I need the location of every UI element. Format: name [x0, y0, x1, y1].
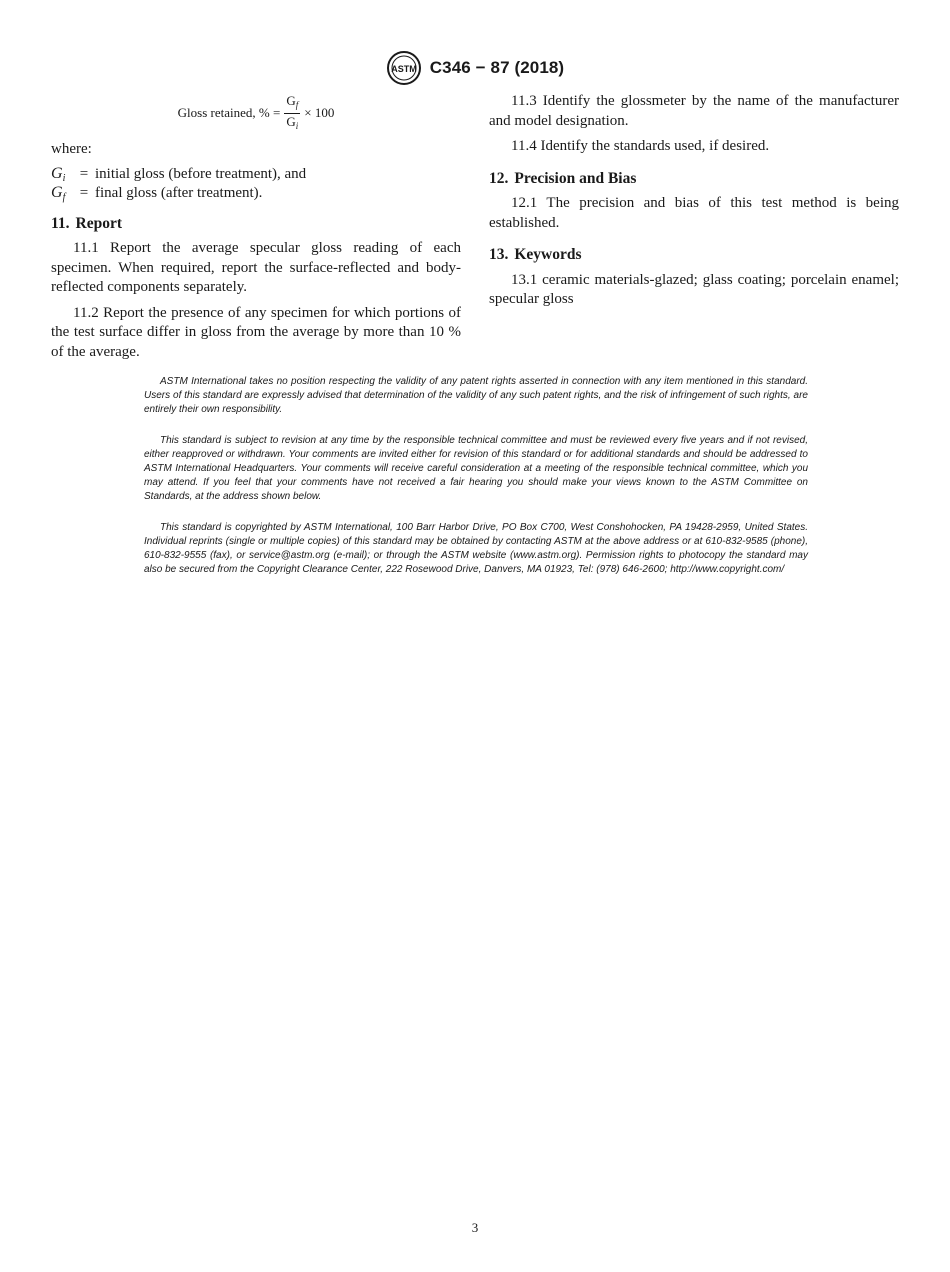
- revision-notice: This standard is subject to revision at any time by the responsible technical committee and must be reviewed every five years and if not revised, either reapproved or withdrawn. Your comments are invited either for revision of this standard or for additional standards and should be addressed to ASTM International Headquarters. Your comments will receive careful consideration at a meeting of the responsible technical committee, which you may attend. If you feel that your comments have not received a fair hearing you should make your views known to the ASTM Committee on Standards, at the address shown below.: [144, 435, 808, 502]
- definition-equals: =: [79, 165, 89, 182]
- page-header: [0, 50, 950, 86]
- definitions-list: [51, 164, 461, 202]
- standard-designation: C346 − 87 (2018): [429, 58, 565, 77]
- formula-lhs: Gloss retained, % =: [177, 105, 281, 121]
- legal-notices: [144, 375, 808, 595]
- section-heading-precision: 12. Precision and Bias: [489, 169, 637, 187]
- paragraph-11-4: 11.4 Identify the standards used, if desired.: [511, 138, 770, 154]
- section-heading-report: 11. Report: [51, 214, 123, 232]
- definition-row: [51, 183, 461, 202]
- definition-symbol: $G_f$: [51, 183, 66, 203]
- formula-denominator: $G_i$: [286, 113, 299, 131]
- paragraph-12-1: 12.1 The precision and bias of this test method is being established.: [489, 195, 899, 231]
- where-label: where:: [51, 141, 92, 157]
- definition-text: initial gloss (before treatment), and: [95, 165, 307, 182]
- gloss-formula: [51, 92, 461, 134]
- left-column: [51, 92, 461, 368]
- formula-numerator: $G_f$: [284, 93, 300, 114]
- copyright-notice: This standard is copyrighted by ASTM International, 100 Barr Harbor Drive, PO Box C700, West Conshohocken, PA 19428-2959, United States. Individual reprints (single or multiple copies) of this standard may be obtained by contacting ASTM at the above address or at 610-832-9585 (phone), 610-832-9555 (fax), or service@astm.org (e-mail); or through the ASTM website (www.astm.org). Permission rights to photocopy the standard may also be secured from the Copyright Clearance Center, 222 Rosewood Drive, Danvers, MA 01923, Tel: (978) 646-2600; http://www.copyright.com/: [144, 522, 808, 575]
- definition-text: final gloss (after treatment).: [95, 184, 263, 201]
- formula-rhs: × 100: [304, 105, 335, 121]
- paragraph-13-1: 13.1 ceramic materials-glazed; glass coating; porcelain enamel; specular gloss: [489, 271, 899, 307]
- paragraph-11-2: 11.2 Report the presence of any specimen for which portions of the test surface differ in gloss from the average by more than 10 % of the average.: [51, 304, 461, 360]
- astm-logo-icon: [386, 50, 422, 86]
- logo-text: ASTM: [391, 64, 417, 74]
- paragraph-11-1: 11.1 Report the average specular gloss reading of each specimen. When required, report the surface-reflected and body-reflected components separately.: [51, 240, 461, 295]
- section-heading-keywords: 13. Keywords: [489, 246, 582, 263]
- definition-equals: =: [79, 184, 89, 201]
- right-column: [489, 92, 899, 316]
- paragraph-11-3: 11.3 Identify the glossmeter by the name of the manufacturer and model designation.: [489, 93, 899, 129]
- patent-notice: ASTM International takes no position respecting the validity of any patent rights asserted in connection with any item mentioned in this standard. Users of this standard are expressly advised that determination of the validity of any such patent rights, and the risk of infringement of such rights, are entirely their own responsibility.: [144, 376, 808, 415]
- definition-row: [51, 164, 461, 183]
- formula-fraction: [284, 93, 300, 134]
- definition-symbol: $G_i$: [51, 164, 66, 184]
- page-number: 3: [471, 1220, 479, 1235]
